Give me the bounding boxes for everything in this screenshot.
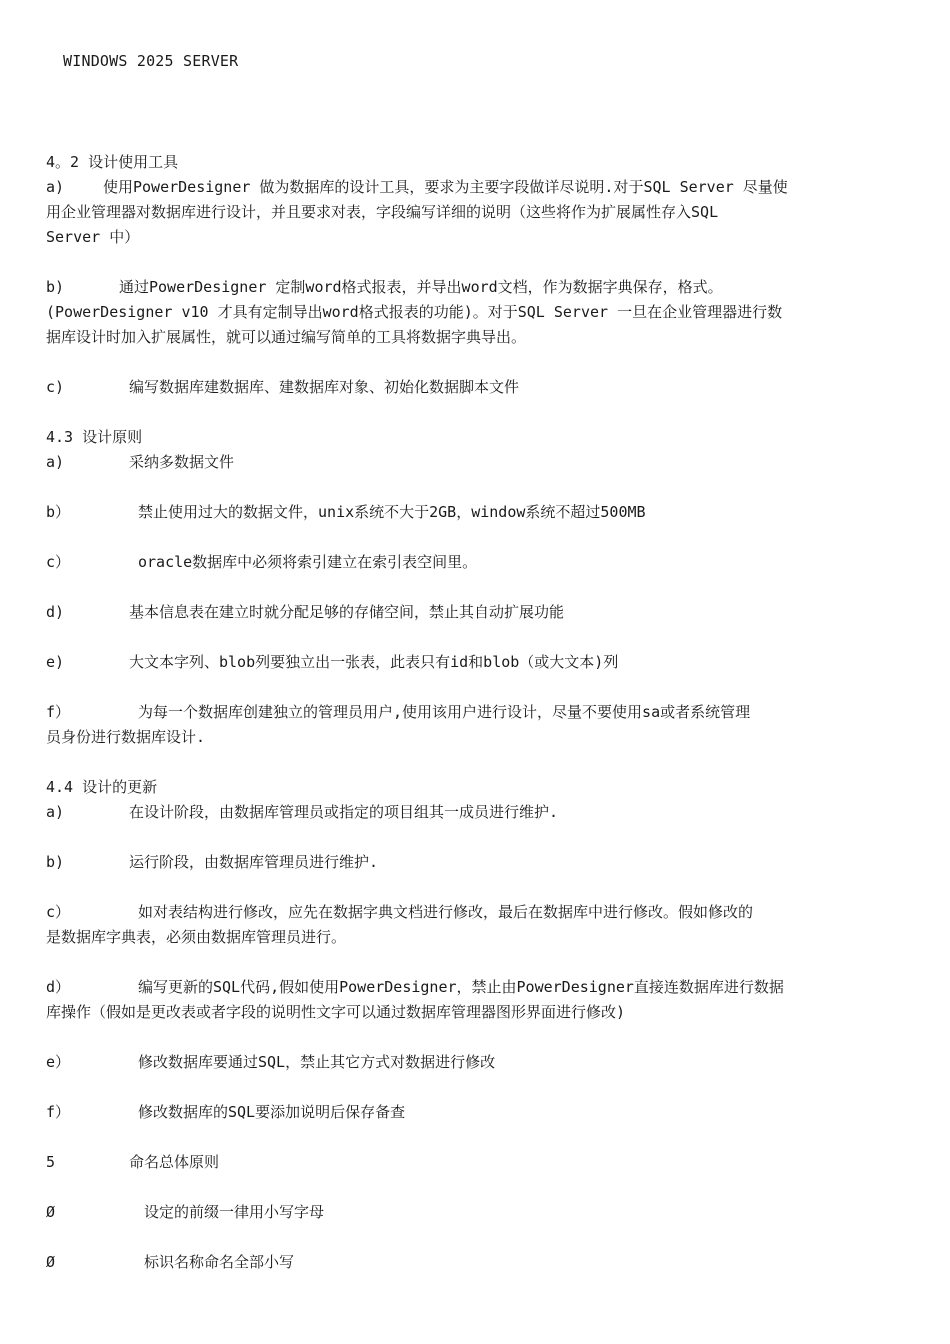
list-item-4-4-c xyxy=(46,900,898,925)
list-text: 修改数据库要通过SQL，禁止其它方式对数据进行修改 xyxy=(138,1053,496,1071)
list-marker: c） xyxy=(46,553,71,571)
list-item-4-3-f xyxy=(46,700,898,725)
list-text: 标识名称命名全部小写 xyxy=(144,1253,295,1271)
list-text: 为每一个数据库创建独立的管理员用户,使用该用户进行设计，尽量不要使用sa或者系统管理 xyxy=(138,703,751,721)
list-text: 设定的前缀一律用小写字母 xyxy=(144,1203,325,1221)
paragraph-line: 库操作（假如是更改表或者字段的说明性文字可以通过数据库管理器图形界面进行修改) xyxy=(46,1003,626,1021)
page-header: WINDOWS 2025 SERVER xyxy=(63,52,239,70)
document-body xyxy=(46,150,898,1275)
list-text: 基本信息表在建立时就分配足够的存储空间，禁止其自动扩展功能 xyxy=(129,603,565,621)
section-number: 5 xyxy=(46,1153,56,1171)
list-item-4-2-a xyxy=(46,175,898,200)
list-marker: b) xyxy=(46,853,65,871)
list-marker: f） xyxy=(46,1103,71,1121)
list-item-4-3-a xyxy=(46,450,898,475)
bullet-item-1 xyxy=(46,1200,898,1225)
section-title: 命名总体原则 xyxy=(129,1153,220,1171)
list-marker: a) xyxy=(46,803,65,821)
list-marker: d） xyxy=(46,978,71,996)
list-text: 编写数据库建数据库、建数据库对象、初始化数据脚本文件 xyxy=(129,378,520,396)
list-marker: f） xyxy=(46,703,71,721)
list-marker: b) xyxy=(46,278,65,296)
list-marker: e) xyxy=(46,653,65,671)
paragraph-line: 是数据库字典表，必须由数据库管理员进行。 xyxy=(46,928,347,946)
list-text: oracle数据库中必须将索引建立在索引表空间里。 xyxy=(138,553,478,571)
list-marker: a) xyxy=(46,178,65,196)
list-text: 禁止使用过大的数据文件，unix系统不大于2GB，window系统不超过500MB xyxy=(138,503,646,521)
list-text: 修改数据库的SQL要添加说明后保存备查 xyxy=(138,1103,406,1121)
list-text: 运行阶段，由数据库管理员进行维护. xyxy=(129,853,379,871)
list-item-4-3-e xyxy=(46,650,898,675)
list-text: 如对表结构进行修改，应先在数据字典文档进行修改，最后在数据库中进行修改。假如修改的 xyxy=(138,903,754,921)
list-marker: a) xyxy=(46,453,65,471)
list-text: 编写更新的SQL代码,假如使用PowerDesigner，禁止由PowerDesigner直接连数据库进行数据 xyxy=(138,978,784,996)
list-item-4-4-f xyxy=(46,1100,898,1125)
section-heading-5 xyxy=(46,1150,898,1175)
list-marker: c） xyxy=(46,903,71,921)
list-item-4-4-b xyxy=(46,850,898,875)
paragraph-line: 用企业管理器对数据库进行设计，并且要求对表，字段编写详细的说明（这些将作为扩展属性存入SQL xyxy=(46,203,719,221)
paragraph-line: 据库设计时加入扩展属性，就可以通过编写简单的工具将数据字典导出。 xyxy=(46,328,527,346)
list-text: 大文本字列、blob列要独立出一张表，此表只有id和blob（或大文本)列 xyxy=(129,653,619,671)
list-marker: e） xyxy=(46,1053,71,1071)
section-heading-4-2: 4。2 设计使用工具 xyxy=(46,153,179,171)
list-item-4-2-b xyxy=(46,275,898,300)
paragraph-line: Server 中） xyxy=(46,228,140,246)
list-item-4-4-d xyxy=(46,975,898,1000)
list-item-4-4-e xyxy=(46,1050,898,1075)
list-item-4-4-a xyxy=(46,800,898,825)
list-marker: c) xyxy=(46,378,65,396)
list-item-4-3-b xyxy=(46,500,898,525)
bullet-marker: Ø xyxy=(46,1203,56,1221)
list-marker: b） xyxy=(46,503,71,521)
paragraph-line: 员身份进行数据库设计. xyxy=(46,728,206,746)
list-item-4-3-d xyxy=(46,600,898,625)
section-heading-4-3: 4.3 设计原则 xyxy=(46,428,143,446)
list-text: 通过PowerDesigner 定制word格式报表，并导出word文档，作为数据字典保存，格式。 xyxy=(119,278,723,296)
list-marker: d) xyxy=(46,603,65,621)
section-heading-4-4: 4.4 设计的更新 xyxy=(46,778,158,796)
paragraph-line: (PowerDesigner v10 才具有定制导出word格式报表的功能)。对于SQL Server 一旦在企业管理器进行数 xyxy=(46,303,783,321)
bullet-marker: Ø xyxy=(46,1253,56,1271)
list-item-4-3-c xyxy=(46,550,898,575)
list-text: 在设计阶段，由数据库管理员或指定的项目组其一成员进行维护. xyxy=(129,803,559,821)
list-text: 使用PowerDesigner 做为数据库的设计工具，要求为主要字段做详尽说明.对于SQL Server 尽量使 xyxy=(103,178,788,196)
bullet-item-2 xyxy=(46,1250,898,1275)
list-text: 采纳多数据文件 xyxy=(129,453,235,471)
list-item-4-2-c xyxy=(46,375,898,400)
